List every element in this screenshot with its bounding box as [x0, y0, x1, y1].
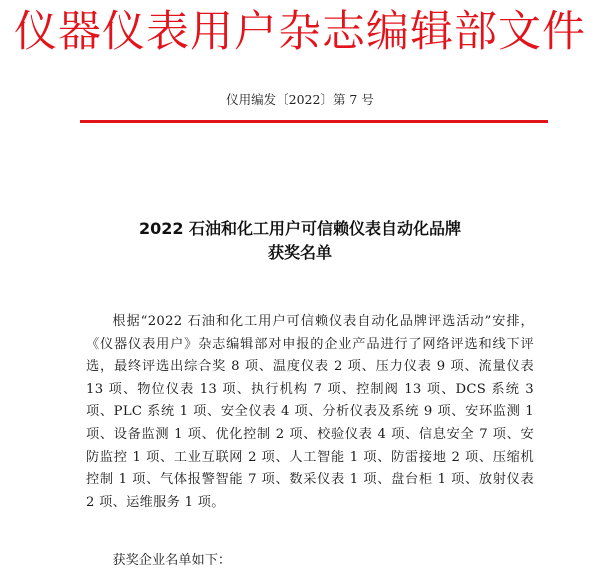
document-number: 仪用编发〔2022〕第 7 号: [226, 92, 374, 107]
document-subtitle: 获奖名单: [267, 243, 332, 262]
body-paragraph: 根据“2022 石油和化工用户可信赖仪表自动化品牌评选活动”安排，《仪器仪表用户》杂志编辑部对申报的企业产品进行了网络评选和线下评选，最终评选出综合奖 8 项、温度仪表 2 项、压力仪表 9 项、流量仪表 13 项、物位仪表 13 项、执行机构 7 项、控制阀 13 项、DCS 系统 3 项、PLC 系统 1 项、安全仪表 4 项、分析仪表及系统 9 项、安环监测 1 项、设备监测 1 项、优化控制 2 项、校验仪表 4 项、信息安全 7 项、安防监控 1 项、工业互联网 2 项、人工智能 1 项、防雷接地 2 项、压缩机控制 1 项、气体报警智能 7 项、数采仪表 1 项、盘台柜 1 项、放射仪表 2 项、运维服务 1 项。: [86, 314, 534, 510]
winner-list-intro: 获奖企业名单如下：: [112, 553, 232, 568]
document-title: 2022 石油和化工用户可信赖仪表自动化品牌: [138, 219, 462, 238]
document-masthead: 仪器仪表用户杂志编辑部文件: [14, 7, 586, 57]
red-divider-line: [80, 120, 548, 123]
